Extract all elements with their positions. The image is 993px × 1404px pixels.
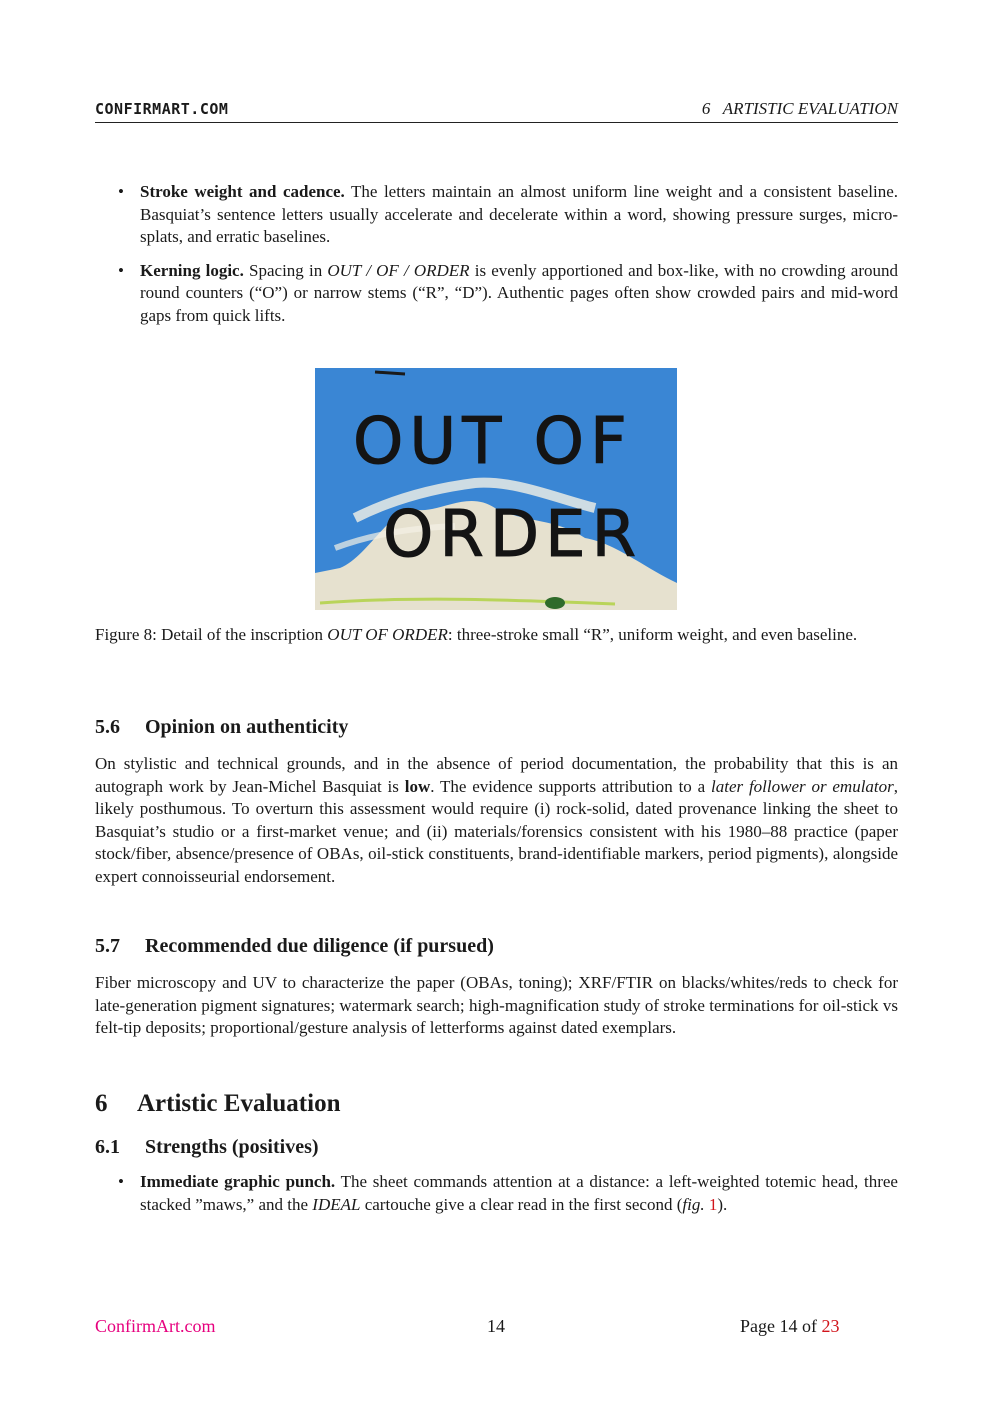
bullet-list-top: [115, 181, 898, 338]
section-heading-6: 6 Artistic Evaluation: [95, 1090, 341, 1117]
section-heading-5-6: 5.6 Opinion on authenticity: [95, 716, 349, 738]
bullet-icon: •: [118, 182, 124, 201]
footer-page-count: Page 14 of 23: [740, 1316, 840, 1336]
inscription-line1: OUT OF: [353, 405, 633, 479]
bullet-text: is evenly apportioned and box-like, with no crowding around round counters (“O”) or narrow stems (“R”, “D”). Authentic pages often show crowded pairs and mid-word gaps from quick lifts.: [140, 260, 899, 325]
footer-total-pages-link[interactable]: 23: [821, 1316, 840, 1336]
bullet-title: Kerning logic.: [140, 260, 244, 280]
figure-1-link[interactable]: 1: [708, 1194, 718, 1214]
bullet-text: Spacing in: [249, 260, 323, 280]
list-item: [115, 260, 898, 328]
bullet-icon: •: [118, 260, 124, 280]
bullet-icon: •: [118, 1172, 124, 1191]
bullet-list-bottom: [115, 1171, 898, 1227]
section-heading-5-7: 5.7 Recommended due diligence (if pursued): [95, 935, 494, 957]
figure-caption: Figure 8: Detail of the inscription OUT OF ORDER: three-stroke small “R”, uniform weight, and even baseline.: [95, 625, 858, 644]
bullet-text: The letters maintain an almost uniform line weight and a consistent baseline. Basquiat’s sentence letters usually accelerate and decelerate within a word, showing pressure surges, micro-splats, and erratic baselines.: [140, 182, 898, 246]
bullet-title: Stroke weight and cadence.: [140, 182, 345, 201]
list-item: • Immediate graphic punch. The sheet commands attention at a distance: a left-weighted totemic head, three stacked ”maws,” and the IDEAL cartouche give a clear read in the first second (fig. 1).: [118, 1172, 898, 1214]
list-item: [115, 181, 898, 249]
bullet-text-italic: OUT / OF / ORDER: [327, 260, 470, 280]
header-section-title: 6 ARTISTIC EVALUATION: [701, 99, 898, 118]
footer-page-number: 14: [487, 1316, 505, 1336]
paragraph-due-diligence: Fiber microscopy and UV to characterize the paper (OBAs, toning); XRF/FTIR on blacks/whites/reds to check for late-generation pigment signatures; watermark search; high-magnification study of stroke terminations for oil-stick vs felt-tip deposits; proportional/gesture analysis of letterforms against dated exemplars.: [95, 973, 898, 1037]
header-site-name: CONFIRMART.COM: [95, 100, 229, 118]
header-rule: [95, 122, 898, 123]
paragraph-authenticity: On stylistic and technical grounds, and in the absence of period documentation, the probability that this is an autograph work by Jean-Michel Basquiat is low. The evidence supports attribution to a later follower or emulator, likely posthumous. To overturn this assessment would require (i) rock-solid, dated provenance linking the sheet to Basquiat’s studio or a first-market venue; and (ii) materials/forensics consistent with his 1980–88 practice (paper stock/fiber, absence/presence of OBAs, oil-stick constituents, brand-identifiable markers, period pigments), alongside expert connoisseurial endorsement.: [95, 754, 899, 886]
inscription-photo: [315, 368, 677, 610]
bullet-title: Immediate graphic punch.: [140, 1172, 336, 1191]
footer-site-link[interactable]: ConfirmArt.com: [95, 1316, 216, 1336]
section-heading-6-1: 6.1 Strengths (positives): [95, 1136, 319, 1158]
inscription-line2: ORDER: [383, 498, 643, 572]
